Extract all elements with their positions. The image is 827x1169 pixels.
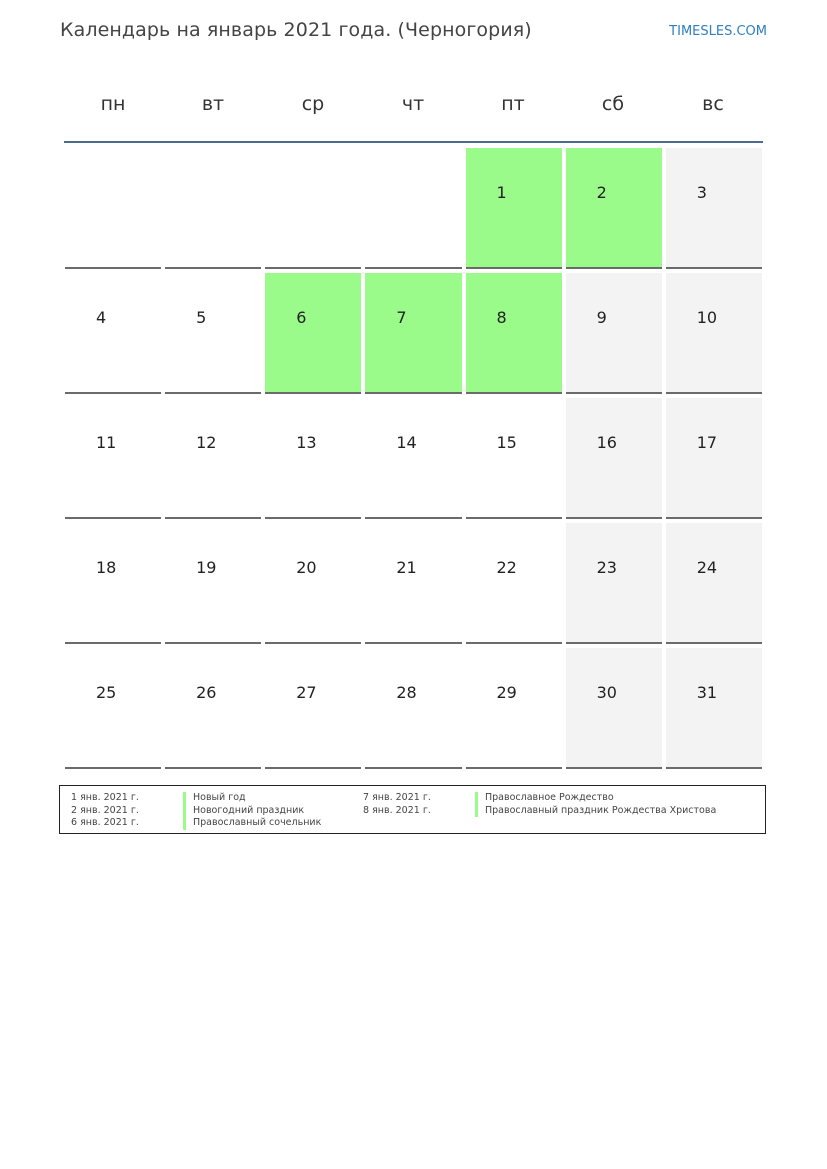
legend-date: 1 янв. 2021 г.	[71, 792, 139, 803]
legend-holiday-name: Православный сочельник	[183, 817, 321, 830]
weekday-mon: пн	[100, 93, 126, 115]
legend-date: 7 янв. 2021 г.	[363, 792, 431, 803]
day-number: 9	[596, 308, 607, 327]
day-cell	[466, 398, 562, 519]
day-number: 30	[596, 683, 617, 702]
header-divider	[64, 141, 763, 143]
day-cell	[265, 273, 361, 394]
day-number: 4	[96, 308, 107, 327]
day-cell	[466, 648, 562, 769]
day-cell	[466, 523, 562, 644]
day-number: 19	[196, 558, 217, 577]
day-cell	[165, 648, 261, 769]
day-cell	[365, 273, 461, 394]
day-number: 27	[296, 683, 317, 702]
day-number: 28	[396, 683, 417, 702]
day-number: 7	[396, 308, 407, 327]
legend-date: 6 янв. 2021 г.	[71, 817, 139, 828]
day-number: 1	[496, 183, 507, 202]
legend-names-right	[476, 792, 716, 817]
day-cell	[65, 273, 161, 394]
day-cell	[265, 648, 361, 769]
weekday-fri: пт	[501, 93, 525, 115]
day-number: 17	[696, 433, 718, 452]
legend-names-left	[184, 792, 321, 830]
weekday-sun: вс	[702, 93, 724, 115]
day-number: 31	[696, 683, 718, 702]
day-number: 23	[596, 558, 617, 577]
day-cell	[165, 398, 261, 519]
empty-day-cell	[265, 148, 361, 269]
day-number: 11	[96, 433, 117, 452]
page-title: Календарь на январь 2021 года. (Черногория)	[60, 19, 532, 41]
day-cell	[165, 273, 261, 394]
legend-dates-left	[71, 792, 139, 830]
day-cell	[666, 523, 762, 644]
day-cell	[365, 398, 461, 519]
day-number: 2	[596, 183, 607, 202]
brand-link[interactable]: TIMESLES.COM	[669, 24, 767, 39]
legend-dates-right	[363, 792, 431, 817]
day-cell	[566, 648, 662, 769]
day-number: 24	[696, 558, 718, 577]
day-cell	[666, 273, 762, 394]
day-cell	[566, 273, 662, 394]
day-cell	[666, 648, 762, 769]
day-number: 6	[296, 308, 307, 327]
day-number: 20	[296, 558, 317, 577]
day-cell	[566, 398, 662, 519]
weekday-wed: ср	[301, 93, 325, 115]
day-number: 22	[496, 558, 517, 577]
day-cell	[566, 523, 662, 644]
day-number: 12	[196, 433, 217, 452]
legend-holiday-name: Новогодний праздник	[183, 805, 321, 818]
empty-day-cell	[165, 148, 261, 269]
day-cell	[65, 648, 161, 769]
day-number: 18	[96, 558, 117, 577]
day-number: 16	[596, 433, 617, 452]
day-cell	[65, 523, 161, 644]
day-number: 13	[296, 433, 317, 452]
day-number: 25	[96, 683, 117, 702]
day-number: 5	[196, 308, 207, 327]
day-cell	[365, 523, 461, 644]
day-cell	[466, 273, 562, 394]
day-cell	[365, 648, 461, 769]
day-cell	[566, 148, 662, 269]
day-number: 3	[696, 183, 707, 202]
day-cell	[666, 398, 762, 519]
day-number: 29	[496, 683, 517, 702]
weekday-thu: чт	[401, 93, 425, 115]
legend-holiday-name: Православный праздник Рождества Христова	[475, 805, 716, 818]
day-number: 14	[396, 433, 417, 452]
day-cell	[65, 398, 161, 519]
empty-day-cell	[365, 148, 461, 269]
day-number: 21	[396, 558, 417, 577]
legend-date: 2 янв. 2021 г.	[71, 804, 139, 816]
day-number: 8	[496, 308, 507, 327]
legend-holiday-name: Новый год	[183, 792, 321, 805]
weekday-header-row	[63, 88, 763, 120]
holiday-legend	[59, 785, 766, 834]
day-cell	[165, 523, 261, 644]
legend-holiday-name: Православное Рождество	[475, 792, 716, 805]
weekday-sat: сб	[601, 93, 625, 115]
day-number: 15	[496, 433, 517, 452]
day-cell	[466, 148, 562, 269]
day-number: 10	[696, 308, 718, 327]
weekday-tue: вт	[201, 93, 225, 115]
legend-date: 8 янв. 2021 г.	[363, 804, 431, 816]
empty-day-cell	[65, 148, 161, 269]
day-cell	[265, 398, 361, 519]
day-cell	[265, 523, 361, 644]
day-number: 26	[196, 683, 217, 702]
day-cell	[666, 148, 762, 269]
calendar-grid	[63, 148, 764, 773]
